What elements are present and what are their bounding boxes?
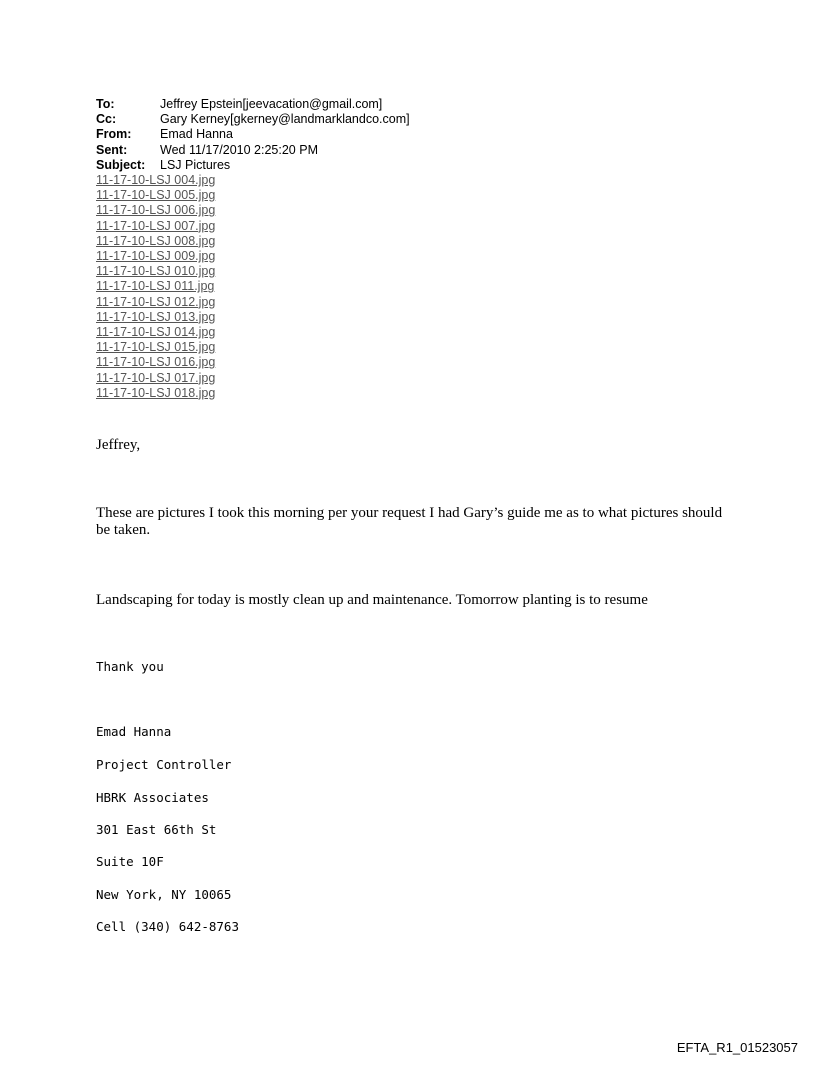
email-body-paragraph-2: Landscaping for today is mostly clean up and maintenance. Tomorrow planting is to resume [96, 592, 648, 608]
signature-city: New York, NY 10065 [96, 887, 232, 902]
signature-cell: Cell (340) 642-8763 [96, 919, 239, 934]
attachment-link[interactable]: 11-17-10-LSJ 004.jpg [96, 173, 216, 187]
attachment-link[interactable]: 11-17-10-LSJ 007.jpg [96, 218, 216, 233]
attachment-link[interactable]: 11-17-10-LSJ 011.jpg [96, 279, 215, 294]
signature-title: Project Controller [96, 757, 232, 772]
cc-row [96, 112, 410, 127]
email-closing: Thank you [96, 659, 164, 674]
attachment-link[interactable]: 11-17-10-LSJ 017.jpg [96, 370, 216, 385]
signature-company: HBRK Associates [96, 790, 209, 805]
email-body-paragraph-1: These are pictures I took this morning per your request I had Gary’s guide me as to what pictures should be taken. [96, 505, 723, 538]
sent-value: Wed 11/17/2010 2:25:20 PM [160, 142, 318, 157]
attachment-link[interactable]: 11-17-10-LSJ 010.jpg [96, 264, 216, 279]
attachment-link[interactable]: 11-17-10-LSJ 005.jpg [96, 188, 216, 203]
subject-label: Subject: [96, 157, 146, 172]
cc-value: Gary Kerney[gkerney@landmarklandco.com] [160, 112, 410, 127]
attachment-link[interactable]: 11-17-10-LSJ 018.jpg [96, 385, 216, 400]
to-row [96, 97, 410, 112]
signature-street: 301 East 66th St [96, 822, 217, 837]
to-label: To: [96, 97, 115, 111]
attachment-link[interactable]: 11-17-10-LSJ 008.jpg [96, 233, 216, 248]
attachment-link[interactable]: 11-17-10-LSJ 009.jpg [96, 249, 216, 264]
signature-suite: Suite 10F [96, 854, 164, 869]
subject-row [96, 158, 410, 173]
attachment-link[interactable]: 11-17-10-LSJ 012.jpg [96, 294, 216, 309]
sent-label: Sent: [96, 142, 128, 157]
to-value: Jeffrey Epstein[jeevacation@gmail.com] [160, 97, 383, 111]
email-greeting: Jeffrey, [96, 437, 141, 453]
from-label: From: [96, 127, 132, 142]
subject-value: LSJ Pictures [160, 157, 231, 172]
attachment-link[interactable]: 11-17-10-LSJ 013.jpg [96, 309, 216, 324]
from-value: Emad Hanna [160, 127, 233, 142]
attachment-link[interactable]: 11-17-10-LSJ 015.jpg [96, 340, 216, 355]
attachment-list [96, 173, 215, 401]
email-header [96, 97, 410, 173]
attachment-link[interactable]: 11-17-10-LSJ 016.jpg [96, 355, 216, 370]
attachment-link[interactable]: 11-17-10-LSJ 006.jpg [96, 203, 216, 218]
document-id: EFTA_R1_01523057 [676, 1040, 798, 1055]
from-row [96, 127, 410, 142]
cc-label: Cc: [96, 112, 117, 127]
signature-name: Emad Hanna [96, 724, 172, 739]
attachment-link[interactable]: 11-17-10-LSJ 014.jpg [96, 325, 216, 340]
sent-row [96, 143, 410, 158]
